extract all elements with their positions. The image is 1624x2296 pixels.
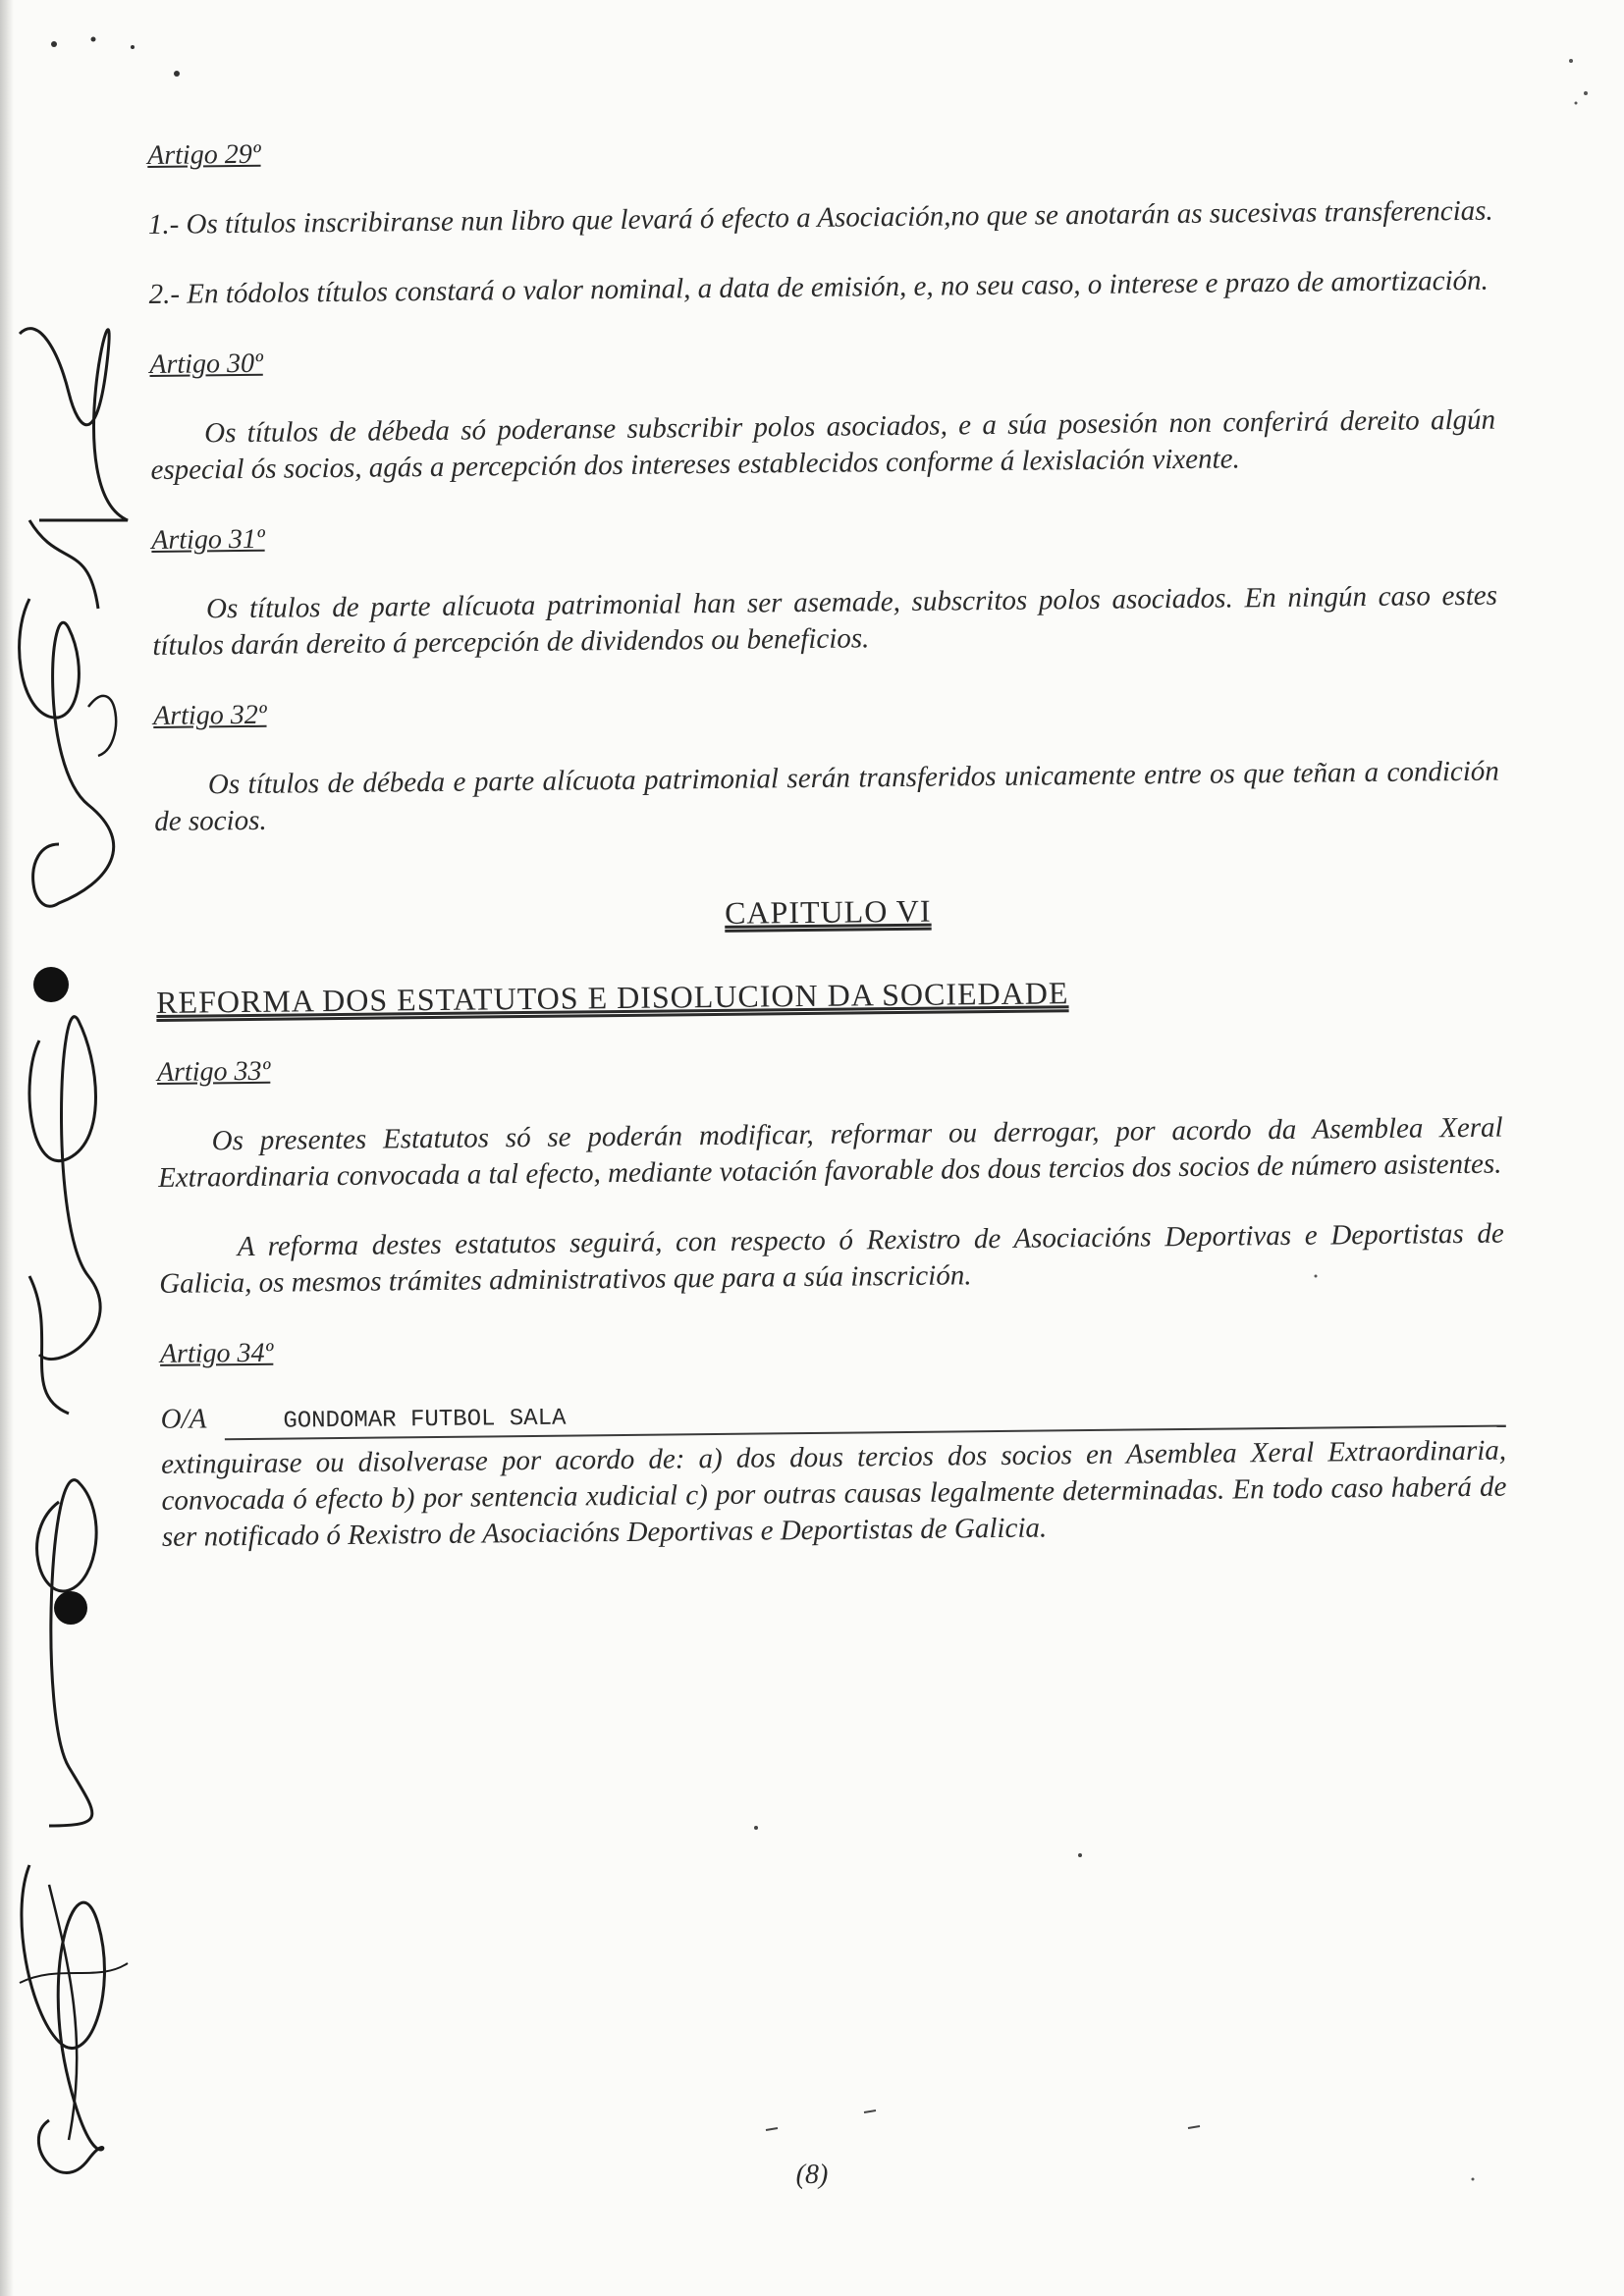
page-number: (8) <box>795 2160 829 2190</box>
article-paragraph: Os títulos de parte alícuota patrimonial han ser asemade, subscritos polos asociados. En ningún caso estes títulos darán dereito á percepción de dividendos ou beneficios. <box>152 579 1498 662</box>
article-paragraph: 1.- Os títulos inscribiranse nun libro que levará ó efecto a Asociación,no que se anotarán as sucesivas transferencias. <box>147 194 1493 240</box>
article-heading: Artigo 34º <box>159 1337 274 1369</box>
article-paragraph: Os títulos de débeda só poderanse subscribir polos asociados, e a súa posesión non conferirá dereito algún especial ós socios, agás a percepción dos intereses establecidos conforme á lexislación vixente. <box>150 403 1496 486</box>
section-title: REFORMA DOS ESTATUTOS E DISOLUCION DA SOCIEDADE <box>156 975 1069 1020</box>
handwritten-signatures <box>0 294 137 2258</box>
article-paragraph: extinguirase ou disolverase por acordo de: a) dos dous tercios dos socios en Asemblea Xeral Extraordinaria, convocada ó efecto b) por sentencia xudicial c) por outras causas legalmente determinadas. En todo caso haberá de ser notificado ó Rexistro de Asociacións Deportivas e Deportistas de Galicia. <box>160 1434 1507 1553</box>
article-paragraph: A reforma destes estatutos seguirá, con respecto ó Rexistro de Asociacións Deportivas e Deportistas de Galicia, os mesmos trámites administrativos que para a súa inscrición. <box>159 1217 1504 1300</box>
article-heading: Artigo 31º <box>151 523 265 556</box>
article-heading: Artigo 30º <box>149 347 263 380</box>
fill-prefix: O/A <box>160 1403 207 1435</box>
chapter-title: CAPITULO VI <box>724 892 932 931</box>
article-heading: Artigo 29º <box>147 138 261 171</box>
article-paragraph: 2.- En tódolos títulos constará o valor nominal, a data de emisión, e, no seu caso, o interese e prazo de amortización. <box>148 264 1489 310</box>
organization-name: GONDOMAR FUTBOL SALA <box>224 1394 1506 1441</box>
article-heading: Artigo 33º <box>156 1055 271 1088</box>
margin-signatures <box>0 294 137 2258</box>
document-body <box>147 124 1507 1556</box>
article-paragraph: Os presentes Estatutos só se poderán modificar, reformar ou derrogar, por acordo da Asemblea Xeral Extraordinaria convocada a tal efecto, mediante votación favorable dos dous tercios dos socios de número asistentes. <box>157 1111 1503 1194</box>
article-heading: Artigo 32º <box>153 699 267 731</box>
article-paragraph: Os títulos de débeda e parte alícuota patrimonial serán transferidos unicamente entre os que teñan a condición de socios. <box>154 755 1500 837</box>
organization-name-line <box>160 1388 1505 1441</box>
